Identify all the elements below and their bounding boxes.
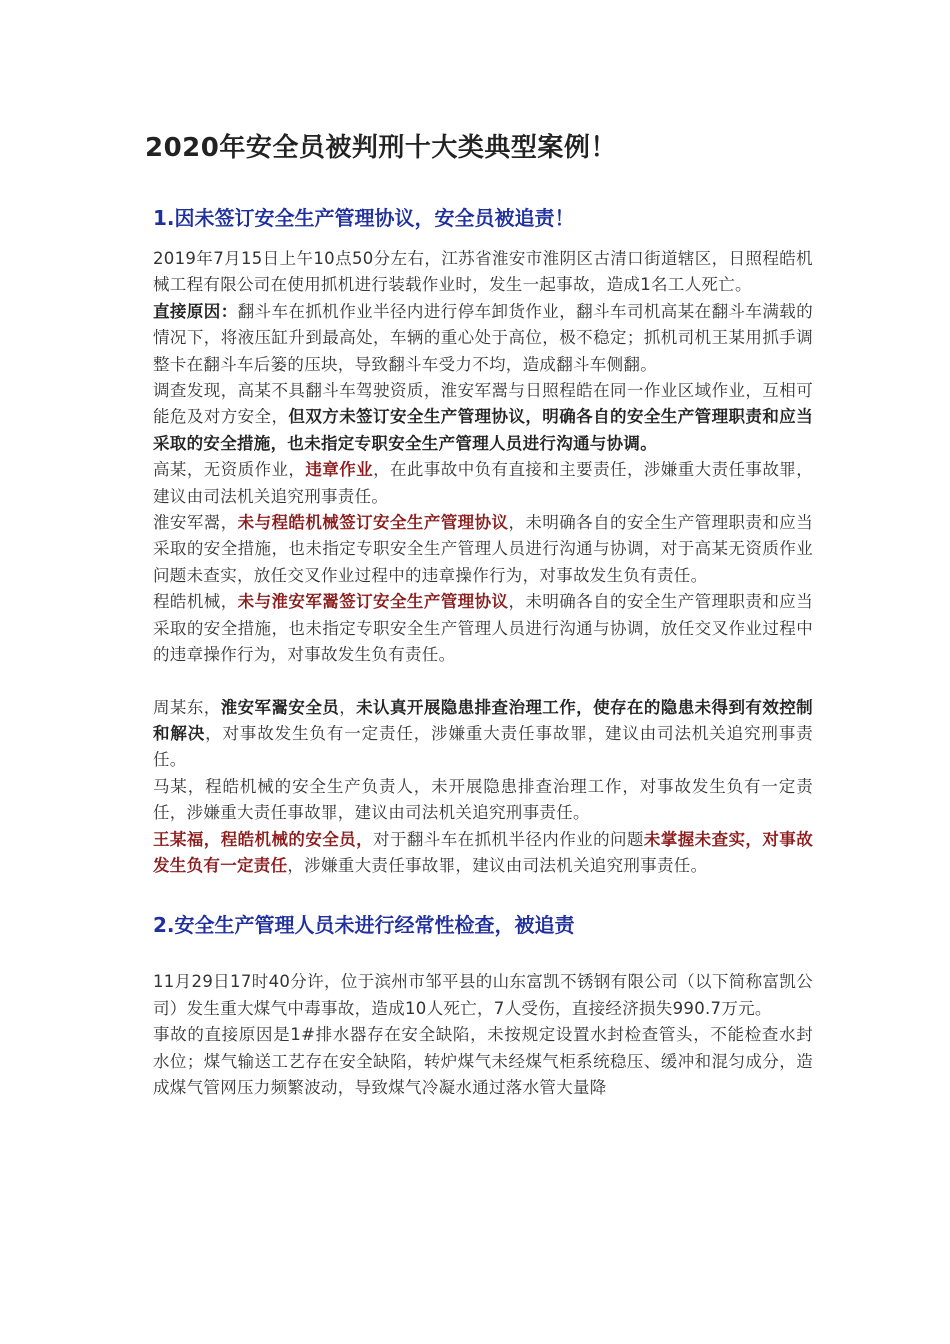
text: 淮安军翯， bbox=[153, 513, 238, 533]
paragraph bbox=[153, 246, 813, 299]
bold-text: 未认真开展隐患排查治理工作，使存在的隐患未得到有效控制和解决 bbox=[153, 697, 813, 743]
highlight-text: 未与程皓机械签订安全生产管理协议 bbox=[237, 513, 509, 533]
paragraph bbox=[153, 299, 813, 378]
highlight-text: 未与淮安军翯签订安全生产管理协议 bbox=[237, 592, 509, 612]
text: 2019年7月15日上午10点50分左右，江苏省淮安市淮阴区古清口街道辖区，日照程皓机械工程有限公司在使用抓机进行装载作业时，发生一起事故，造成1名工人死亡。 bbox=[153, 249, 813, 295]
document-page bbox=[145, 128, 814, 1101]
text: ，涉嫌重大责任事故罪，建议由司法机关追究刑事责任。 bbox=[287, 855, 708, 875]
text: 11月29日17时40分许，位于滨州市邹平县的山东富凯不锈钢有限公司（以下简称富凯公司）发生重大煤气中毒事故，造成10人死亡，7人受伤，直接经济损失990.7万元。 bbox=[153, 972, 813, 1018]
text: ，未明确各自的安全生产管理职责和应当采取的安全措施，也未指定专职安全生产管理人员进行沟通与协调，放任交叉作业过程中的违章操作行为，对事故发生负有责任。 bbox=[153, 592, 814, 665]
paragraph bbox=[153, 695, 813, 774]
text: 翻斗车在抓机作业半径内进行停车卸货作业，翻斗车司机高某在翻斗车满载的情况下，将液压缸升到最高处，车辆的重心处于高位，极不稳定；抓机司机王某用抓手调整卡在翻斗车后篓的压块，导致翻斗车受力不均，造成翻斗车侧翻。 bbox=[153, 301, 814, 374]
text: 调查发现，高某不具翻斗车驾驶资质，淮安军翯与日照程皓在同一作业区域作业，互相可能危及对方安全， bbox=[153, 381, 813, 427]
bold-text: 但双方未签订安全生产管理协议，明确各自的安全生产管理职责和应当采取的安全措施，也未指定专职安全生产管理人员进行沟通与协调。 bbox=[153, 407, 813, 453]
bold-label: 直接原因： bbox=[153, 301, 238, 321]
text: ，对事故发生负有一定责任，涉嫌重大责任事故罪，建议由司法机关追究刑事责任。 bbox=[153, 723, 813, 770]
text: 马某，程皓机械的安全生产负责人，未开展隐患排查治理工作，对事故发生负有一定责任，涉嫌重大责任事故罪，建议由司法机关追究刑事责任。 bbox=[153, 776, 813, 823]
text: 周某东， bbox=[153, 697, 221, 717]
text: 事故的直接原因是1#排水器存在安全缺陷，未按规定设置水封检查管头，不能检查水封水位；煤气输送工艺存在安全缺陷，转炉煤气未经煤气柜系统稳压、缓冲和混匀成分，造成煤气管网压力频繁波动，导致煤气冷凝水通过落水管大量降 bbox=[153, 1025, 813, 1097]
page-title: 2020年安全员被判刑十大类典型案例！ bbox=[145, 133, 617, 163]
section-1-heading: 1.因未签订安全生产管理协议，安全员被追责！ bbox=[153, 206, 575, 230]
text: 对于翻斗车在抓机半径内作业的问题 bbox=[373, 829, 644, 849]
paragraph bbox=[153, 457, 813, 510]
bold-text: 淮安军翯安全员 bbox=[220, 697, 340, 717]
text: 程皓机械， bbox=[153, 592, 238, 612]
text: ，未明确各自的安全生产管理职责和应当采取的安全措施，也未指定专职安全生产管理人员进行沟通与协调，对于高某无资质作业问题未查实，放任交叉作业过程中的违章操作行为，对事故发生负有责任。 bbox=[153, 513, 814, 585]
paragraph bbox=[153, 510, 813, 589]
text: 高某，无资质作业， bbox=[153, 460, 306, 480]
highlight-text: 违章作业 bbox=[305, 460, 374, 480]
paragraph bbox=[153, 589, 813, 668]
highlight-text: 未掌握未查实，对事故发生负有一定责任 bbox=[153, 829, 814, 875]
spacer bbox=[153, 669, 813, 695]
paragraph bbox=[153, 827, 813, 880]
paragraph bbox=[153, 378, 813, 457]
paragraph bbox=[153, 774, 813, 827]
paragraph bbox=[153, 1022, 813, 1101]
highlight-text: 王某福，程皓机械的安全员， bbox=[153, 829, 374, 849]
text: ，在此事故中负有直接和主要责任，涉嫌重大责任事故罪，建议由司法机关追究刑事责任。 bbox=[153, 460, 814, 506]
paragraph bbox=[153, 969, 813, 1022]
section-2-heading: 2.安全生产管理人员未进行经常性检查，被追责 bbox=[153, 913, 575, 938]
text: ， bbox=[339, 697, 357, 717]
